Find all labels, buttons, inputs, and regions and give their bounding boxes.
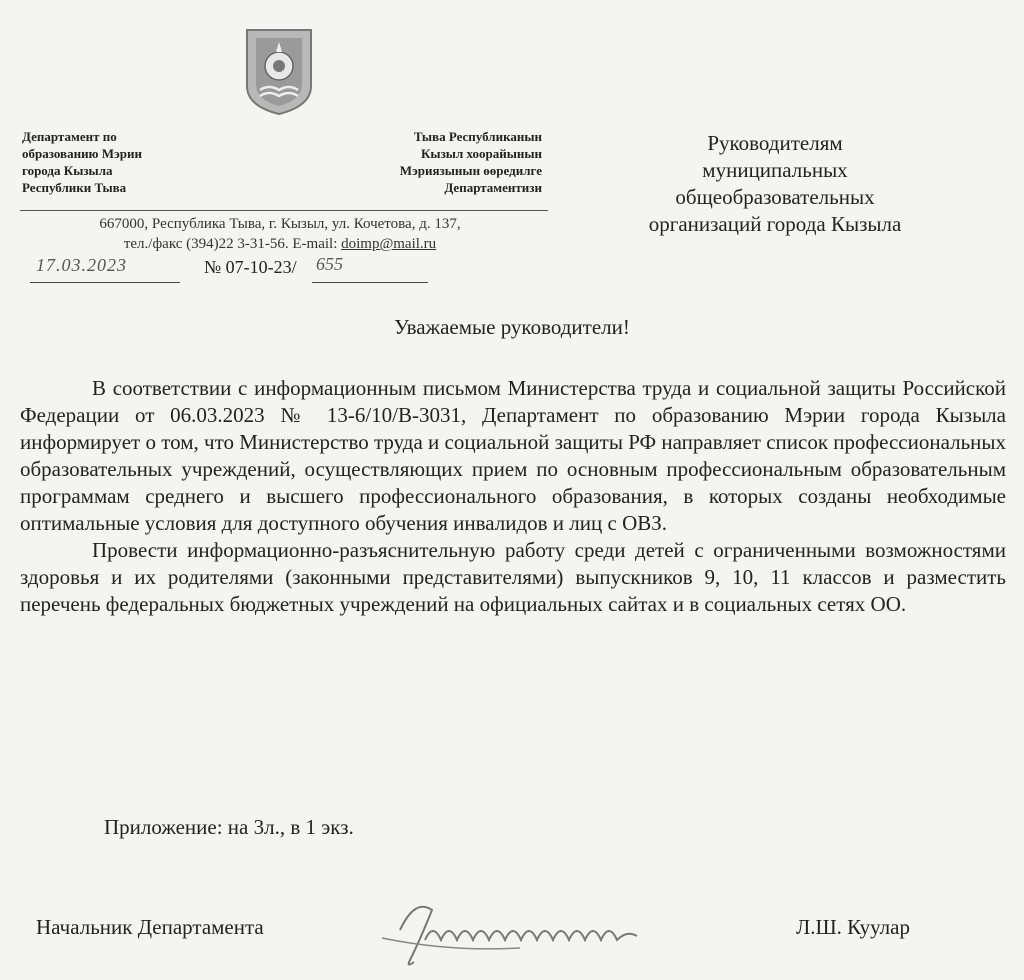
- letter-body: [20, 375, 1006, 618]
- email-link[interactable]: doimp@mail.ru: [341, 236, 437, 252]
- recipient-line: Руководителям: [707, 131, 843, 155]
- greeting: Уважаемые руководители!: [394, 315, 630, 339]
- dept-tyv-line: Кызыл хоорайынын: [421, 146, 542, 161]
- recipient-line: муниципальных: [702, 158, 848, 182]
- department-name-russian: [22, 128, 142, 196]
- department-name-tuvan: [330, 128, 542, 196]
- header-divider: [20, 210, 548, 211]
- dept-ru-line: Департамент по: [22, 129, 117, 144]
- body-paragraph: Провести информационно-разъяснительную работу среди детей с ограниченными возможностями здоровья и их родителями (законными представителями) выпускников 9, 10, 11 классов и разместить перечень федеральных бюджетных учреждений на официальных сайтах и в социальных сетях ОО.: [20, 538, 1006, 616]
- recipient-line: организаций города Кызыла: [648, 212, 902, 236]
- document-number-label: № 07-10-23/: [204, 257, 297, 277]
- signer-name: Л.Ш. Куулар: [796, 915, 910, 939]
- body-paragraph: В соответствии с информационным письмом Министерства труда и социальной защиты Российской Федерации от 06.03.2023 № 13-6/10/В-3031, Департамент по образованию Мэрии города Кызыла информирует о том, что Министерство труда и социальной защиты РФ направляет список профессиональных образовательных учреждений, осуществляющих прием по основным профессиональным образовательным программам среднего и высшего профессионального образования, в которых созданы необходимые оптимальные условия для доступного обучения инвалидов и лиц с ОВЗ.: [20, 376, 1007, 535]
- contact-phone: тел./факс (394)22 3-31-56. E-mail:: [123, 236, 342, 252]
- dept-tyv-line: Департаментизи: [444, 180, 542, 195]
- dept-tyv-line: Тыва Республиканын: [413, 129, 542, 144]
- recipient-block: [600, 130, 950, 238]
- dept-ru-line: Республики Тыва: [22, 180, 127, 195]
- dept-ru-line: образованию Мэрии: [22, 146, 142, 161]
- dept-ru-line: города Кызыла: [22, 163, 113, 178]
- recipient-line: общеобразовательных: [675, 185, 875, 209]
- city-emblem-icon: [244, 28, 314, 116]
- department-address: [20, 214, 540, 254]
- handwritten-date: 17.03.2023: [36, 255, 127, 275]
- dept-tyv-line: Мэриязынын өөредилге: [399, 163, 542, 178]
- signer-title: Начальник Департамента: [36, 915, 264, 939]
- contact-line: [20, 234, 540, 254]
- handwritten-number: 655: [316, 254, 343, 274]
- address-line: 667000, Республика Тыва, г. Кызыл, ул. Кочетова, д. 137,: [99, 216, 461, 232]
- handwritten-signature: [370, 890, 660, 975]
- attachment-note: Приложение: на 3л., в 1 экз.: [104, 815, 354, 839]
